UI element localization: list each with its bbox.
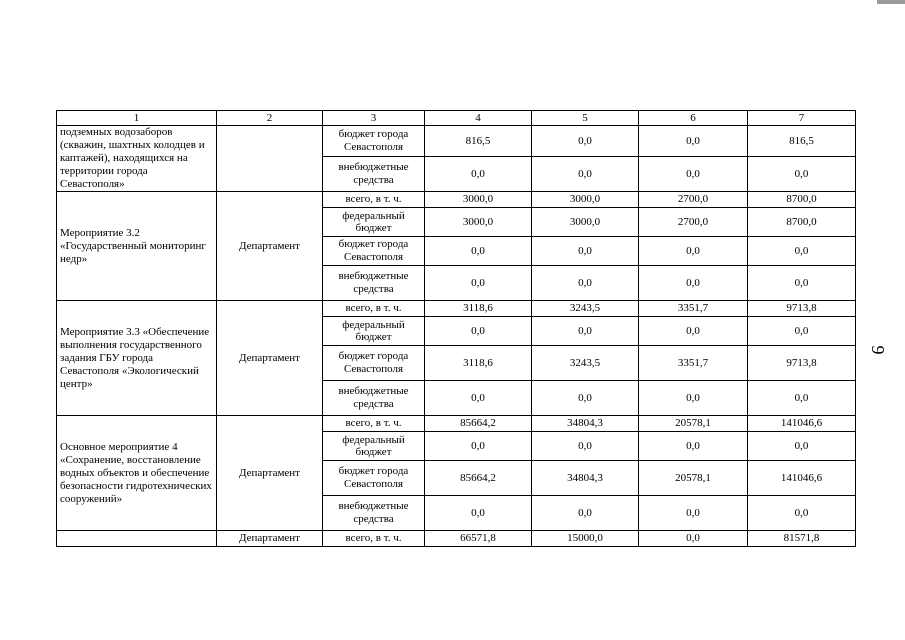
value-cell: 0,0 (748, 237, 856, 266)
value-cell: 0,0 (532, 432, 639, 461)
value-cell: 3000,0 (532, 208, 639, 237)
value-cell: 0,0 (532, 266, 639, 301)
value-cell: 9713,8 (748, 346, 856, 381)
table-row (57, 192, 856, 208)
funding-source: бюджет города Севастополя (323, 126, 425, 157)
measure-name: подземных водозаборов (скважин, шахтных колодцев и каптажей), находящихся на территории города Севастополя» (57, 126, 217, 192)
measure-name: Мероприятие 3.3 «Обеспечение выполнения государственного задания ГБУ города Севастополя «Экологический центр» (57, 301, 217, 416)
value-cell: 3118,6 (425, 346, 532, 381)
value-cell: 15000,0 (532, 531, 639, 547)
header-cell: 3 (323, 111, 425, 126)
table-row (57, 531, 856, 547)
funding-source: всего, в т. ч. (323, 192, 425, 208)
value-cell: 0,0 (425, 157, 532, 192)
value-cell: 85664,2 (425, 416, 532, 432)
value-cell: 0,0 (425, 381, 532, 416)
value-cell: 0,0 (748, 266, 856, 301)
value-cell: 3351,7 (639, 346, 748, 381)
value-cell: 0,0 (639, 266, 748, 301)
value-cell: 3243,5 (532, 301, 639, 317)
funding-source: всего, в т. ч. (323, 531, 425, 547)
value-cell: 9713,8 (748, 301, 856, 317)
header-cell: 4 (425, 111, 532, 126)
value-cell: 0,0 (639, 237, 748, 266)
value-cell: 0,0 (425, 317, 532, 346)
executor-cell: Департамент (217, 301, 323, 416)
table-row (57, 126, 856, 157)
value-cell: 85664,2 (425, 461, 532, 496)
funding-source: всего, в т. ч. (323, 416, 425, 432)
value-cell: 20578,1 (639, 416, 748, 432)
value-cell: 0,0 (639, 531, 748, 547)
value-cell: 0,0 (425, 237, 532, 266)
value-cell: 141046,6 (748, 461, 856, 496)
page-number: 9 (868, 345, 889, 355)
funding-source: внебюджетные средства (323, 157, 425, 192)
value-cell: 0,0 (639, 432, 748, 461)
value-cell: 0,0 (639, 157, 748, 192)
value-cell: 3000,0 (425, 208, 532, 237)
value-cell: 3351,7 (639, 301, 748, 317)
header-cell: 2 (217, 111, 323, 126)
funding-source: федеральный бюджет (323, 208, 425, 237)
value-cell: 0,0 (532, 237, 639, 266)
value-cell: 2700,0 (639, 208, 748, 237)
measure-name: Мероприятие 3.2 «Государственный мониторинг недр» (57, 192, 217, 301)
value-cell: 20578,1 (639, 461, 748, 496)
header-cell: 6 (639, 111, 748, 126)
value-cell: 0,0 (748, 157, 856, 192)
budget-table (56, 110, 856, 547)
funding-source: внебюджетные средства (323, 381, 425, 416)
funding-source: бюджет города Севастополя (323, 346, 425, 381)
value-cell: 81571,8 (748, 531, 856, 547)
value-cell: 0,0 (532, 317, 639, 346)
value-cell: 3243,5 (532, 346, 639, 381)
header-cell: 1 (57, 111, 217, 126)
value-cell: 66571,8 (425, 531, 532, 547)
value-cell: 0,0 (639, 496, 748, 531)
funding-source: бюджет города Севастополя (323, 461, 425, 496)
value-cell: 34804,3 (532, 416, 639, 432)
header-cell: 7 (748, 111, 856, 126)
value-cell: 2700,0 (639, 192, 748, 208)
header-cell: 5 (532, 111, 639, 126)
scan-edge-mark (877, 0, 905, 4)
executor-cell (217, 126, 323, 192)
value-cell: 141046,6 (748, 416, 856, 432)
funding-source: федеральный бюджет (323, 432, 425, 461)
value-cell: 0,0 (748, 496, 856, 531)
funding-source: федеральный бюджет (323, 317, 425, 346)
value-cell: 34804,3 (532, 461, 639, 496)
value-cell: 0,0 (639, 381, 748, 416)
executor-cell: Департамент (217, 416, 323, 531)
value-cell: 3000,0 (532, 192, 639, 208)
executor-cell: Департамент (217, 531, 323, 547)
value-cell: 0,0 (425, 266, 532, 301)
value-cell: 0,0 (748, 317, 856, 346)
value-cell: 0,0 (748, 432, 856, 461)
value-cell: 3118,6 (425, 301, 532, 317)
value-cell: 0,0 (425, 496, 532, 531)
value-cell: 0,0 (639, 126, 748, 157)
funding-source: внебюджетные средства (323, 496, 425, 531)
executor-cell: Департамент (217, 192, 323, 301)
table-header-row (57, 111, 856, 126)
table-row (57, 416, 856, 432)
value-cell: 0,0 (425, 432, 532, 461)
measure-name: Основное мероприятие 4 «Сохранение, восстановление водных объектов и обеспечение безопасности гидротехнических сооружений» (57, 416, 217, 531)
funding-source: бюджет города Севастополя (323, 237, 425, 266)
value-cell: 816,5 (425, 126, 532, 157)
value-cell: 0,0 (532, 381, 639, 416)
table-row (57, 301, 856, 317)
value-cell: 0,0 (639, 317, 748, 346)
value-cell: 8700,0 (748, 208, 856, 237)
value-cell: 816,5 (748, 126, 856, 157)
measure-name (57, 531, 217, 547)
funding-source: внебюджетные средства (323, 266, 425, 301)
value-cell: 0,0 (532, 157, 639, 192)
funding-source: всего, в т. ч. (323, 301, 425, 317)
value-cell: 0,0 (532, 126, 639, 157)
value-cell: 0,0 (748, 381, 856, 416)
value-cell: 8700,0 (748, 192, 856, 208)
value-cell: 3000,0 (425, 192, 532, 208)
value-cell: 0,0 (532, 496, 639, 531)
